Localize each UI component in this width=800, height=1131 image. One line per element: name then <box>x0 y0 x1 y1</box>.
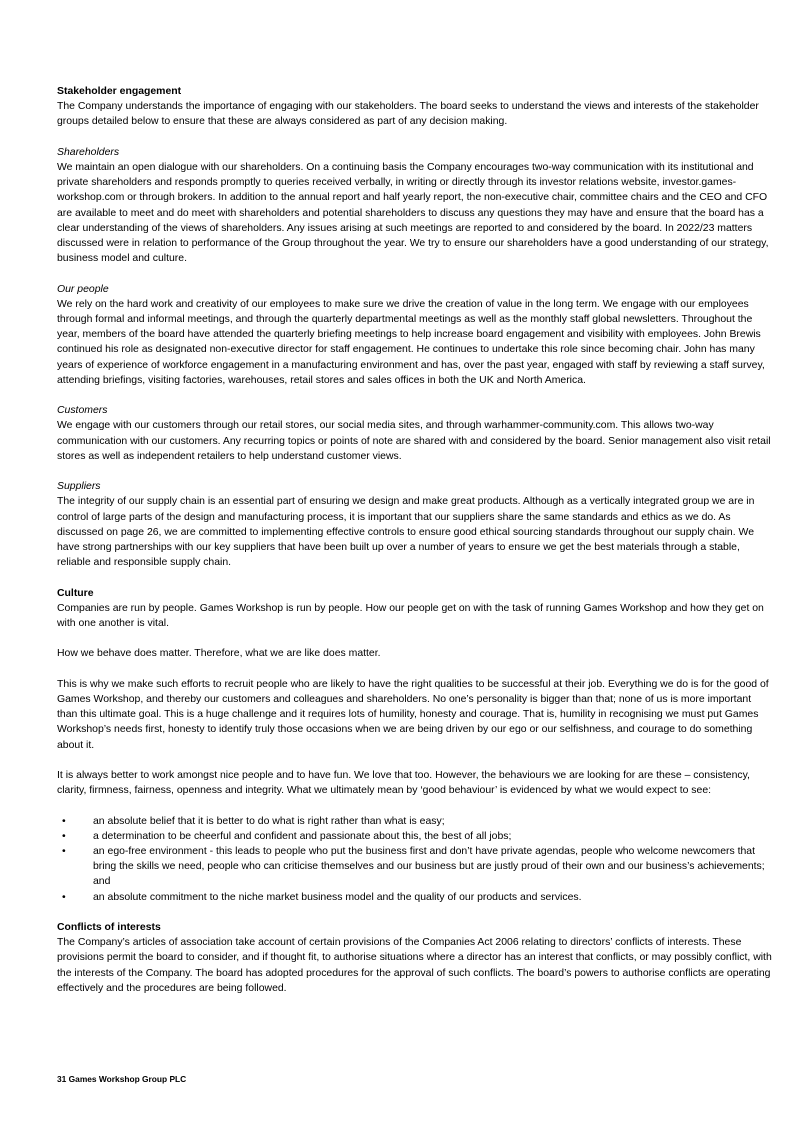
customers-subheading: Customers <box>57 405 108 417</box>
bullet-icon: • <box>62 891 66 903</box>
bullet-icon: • <box>62 815 66 827</box>
list-item-text: an absolute commitment to the niche market business model and the quality of our products and services. <box>93 891 582 903</box>
culture-heading: Culture <box>57 587 94 599</box>
stakeholder-intro-paragraph: The Company understands the importance of engaging with our stakeholders. The board seeks to understand the views and interests of the stakeholder groups detailed below to ensure that these are always considered as part of any decision making. <box>57 101 759 128</box>
bullet-icon: • <box>62 846 66 858</box>
list-item <box>57 890 773 905</box>
customers-paragraph: We engage with our customers through our retail stores, our social media sites, and through warhammer-community.com. This allows two-way communication with our customers. Any recurring topics or points of note are shared with and considered by the board. Senior management also visit retail stores as well as independent retailers to help understand customer views. <box>57 420 771 462</box>
conflicts-paragraph: The Company’s articles of association take account of certain provisions of the Companies Act 2006 relating to directors’ conflicts of interests. These provisions permit the board to consider, and if thought fit, to authorise situations where a director has an interest that conflicts, or may possibly conflict, with the interests of the Company. The board has adopted procedures for the approval of such conflicts. The board’s powers to authorise conflicts are operating effectively and the procedures are being followed. <box>57 937 772 994</box>
list-item <box>57 814 773 829</box>
suppliers-paragraph: The integrity of our supply chain is an essential part of ensuring we design and make great products. Although as a vertically integrated group we are in control of large parts of the design and manufacturing process, it is important that our suppliers share the same standards and ethics as we do. As discussed on page 26, we are committed to implementing effective controls to ensure good ethical sourcing standards throughout our supply chain. We have strong partnerships with our key suppliers that have been built up over a number of years to ensure we get the best materials through a stable, reliable and responsible supply chain. <box>57 496 755 569</box>
shareholders-paragraph: We maintain an open dialogue with our shareholders. On a continuing basis the Company encourages two-way communication with its institutional and private shareholders and responds promptly to queries received verbally, in writing or directly through its investor relations website, investor.games-workshop.com or through brokers. In addition to the annual report and half yearly report, the non-executive chair, committee chairs and the CEO and CFO are available to meet and do meet with shareholders and potential shareholders to discuss any questions they may have and ensure that the board has a clear understanding of the views of shareholders. Any issues arising at such meetings are reported to and considered by the board. In 2022/23 matters discussed were in relation to performance of the Group throughout the year. We try to ensure our shareholders have a good understanding of our strategy, business model and culture. <box>57 162 769 265</box>
culture-section <box>57 586 773 632</box>
list-item-text: a determination to be cheerful and confident and passionate about this, the best of all jobs; <box>93 830 512 842</box>
shareholders-section <box>57 145 773 267</box>
our-people-subheading: Our people <box>57 283 109 295</box>
our-people-paragraph: We rely on the hard work and creativity of our employees to make sure we drive the creation of value in the long term. We engage with our employees through formal and informal meetings, and through the quarterly departmental meetings as well as the monthly staff global newsletters. Throughout the year, members of the board have attended the quarterly briefing meetings to help increase board engagement and visibility with employees. John Brewis continued his role as designated non-executive director for staff engagement. He continues to undertake this role since becoming chair. John has many years of experience of workforce engagement in a manufacturing environment and has, over the past year, engaged with staff by reviewing a staff survey, attending briefings, visiting factories, warehouses, retail stores and sales offices in both the UK and North America. <box>57 298 765 386</box>
report-page-content <box>57 84 773 1011</box>
culture-paragraph-2: How we behave does matter. Therefore, what we are like does matter. <box>57 648 381 660</box>
list-item <box>57 844 773 890</box>
bullet-icon: • <box>62 830 66 842</box>
good-behaviour-list <box>57 814 773 905</box>
page-footer: 31 Games Workshop Group PLC <box>57 1074 187 1084</box>
list-item-text: an ego-free environment - this leads to people who put the business first and don’t have private agendas, people who welcome newcomers that bring the skills we need, people who can criticise themselves and our business but are justly proud of their own and our business’s achievements; and <box>93 846 765 888</box>
conflicts-of-interests-section <box>57 920 773 996</box>
conflicts-heading: Conflicts of interests <box>57 922 161 934</box>
shareholders-subheading: Shareholders <box>57 146 120 158</box>
stakeholder-engagement-section <box>57 84 773 130</box>
customers-section <box>57 403 773 464</box>
list-item-text: an absolute belief that it is better to do what is right rather than what is easy; <box>93 815 445 827</box>
culture-paragraph-3: This is why we make such efforts to recruit people who are likely to have the right qualities to be successful at their job. Everything we do is for the good of Games Workshop, and thereby our customers and colleagues and shareholders. No one’s personality is bigger than that; none of us is more important than this ultimate goal. This is a huge challenge and it requires lots of humility, honesty and courage. That is, humility in recognising we must put Games Workshop’s needs first, honesty to identify truly those occasions when we are being driven by our ego or our selfishness, and courage to do something about it. <box>57 678 769 751</box>
our-people-section <box>57 282 773 388</box>
culture-paragraph-4: It is always better to work amongst nice people and to have fun. We love that too. However, the behaviours we are looking for are these – consistency, clarity, firmness, fairness, openness and integrity. What we ultimately mean by ‘good behaviour’ is evidenced by what we would expect to see: <box>57 770 750 797</box>
stakeholder-engagement-heading: Stakeholder engagement <box>57 86 182 97</box>
list-item <box>57 829 773 844</box>
suppliers-section <box>57 479 773 570</box>
culture-paragraph-1: Companies are run by people. Games Workshop is run by people. How our people get on with the task of running Games Workshop and how they get on with one another is vital. <box>57 602 764 630</box>
suppliers-subheading: Suppliers <box>57 481 101 493</box>
